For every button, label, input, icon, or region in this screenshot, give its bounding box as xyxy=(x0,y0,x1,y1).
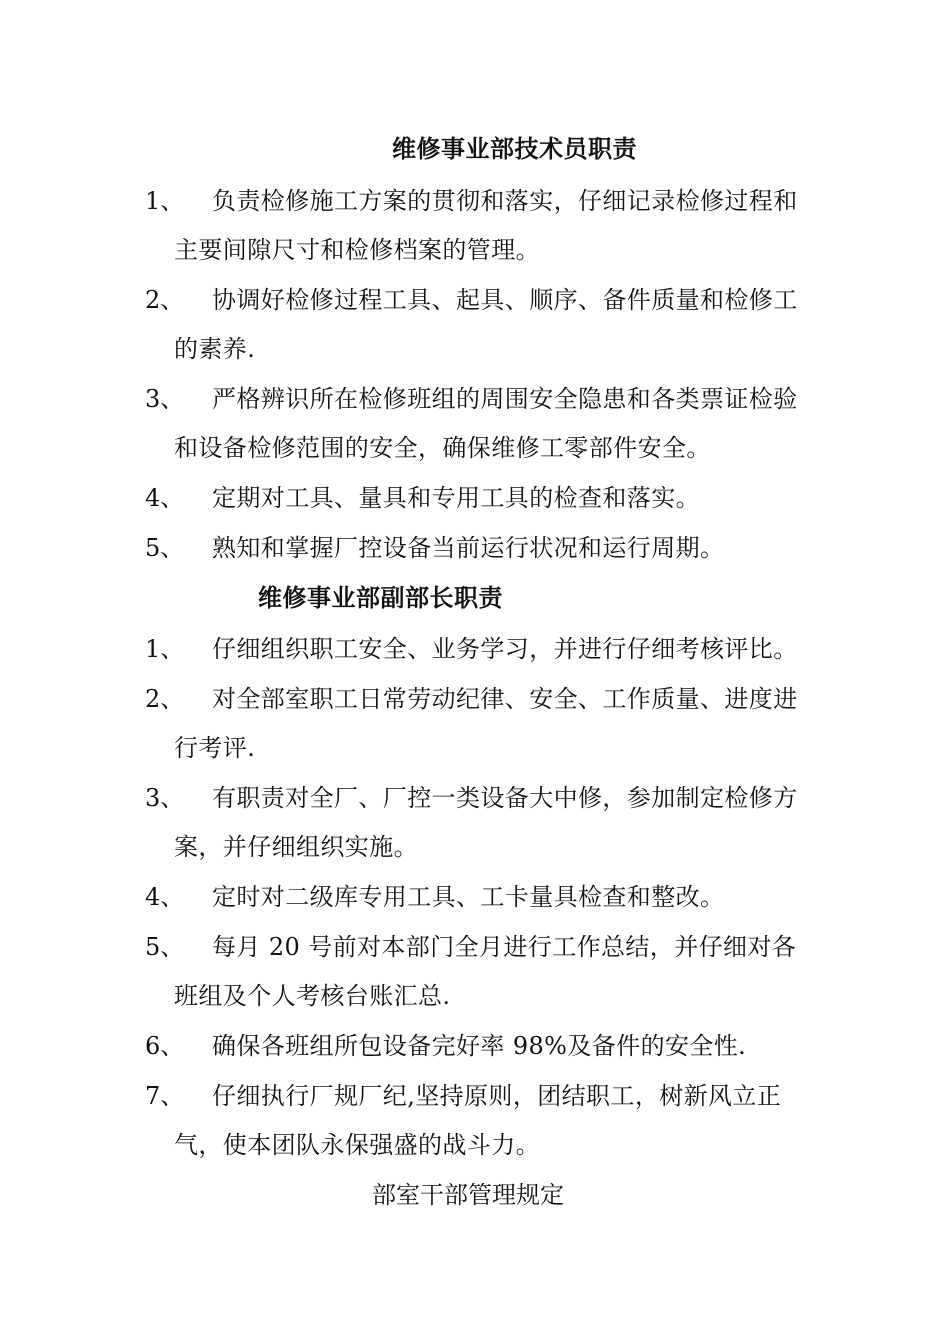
item-text: 仔细执行厂规厂纪,坚持原则，团结职工，树新风立正气，使本团队永保强盛的战斗力。 xyxy=(174,1082,782,1159)
item-text: 负责检修施工方案的贯彻和落实，仔细记录检修过程和主要间隙尺寸和检修档案的管理。 xyxy=(174,187,798,264)
item-number: 3、 xyxy=(145,385,185,413)
item-text: 严格辨识所在检修班组的周围安全隐患和各类票证检验和设备检修范围的安全，确保维修工零部件安全。 xyxy=(174,385,798,462)
item-number: 5、 xyxy=(145,534,185,562)
item-text: 每月 20 号前对本部门全月进行工作总结，并仔细对各班组及个人考核台账汇总. xyxy=(174,933,797,1010)
item-text: 对全部室职工日常劳动纪律、安全、工作质量、进度进行考评. xyxy=(174,685,798,762)
item-number: 3、 xyxy=(145,784,185,812)
item-text: 确保各班组所包设备完好率 98%及备件的安全性. xyxy=(212,1032,747,1060)
item-number: 1、 xyxy=(145,187,185,215)
item-number: 2、 xyxy=(145,685,185,713)
item-text: 协调好检修过程工具、起具、顺序、备件质量和检修工的素养. xyxy=(174,286,798,363)
item-text: 熟知和掌握厂控设备当前运行状况和运行周期。 xyxy=(212,534,725,562)
item-text: 有职责对全厂、厂控一类设备大中修，参加制定检修方案，并仔细组织实施。 xyxy=(174,784,798,861)
item-number: 7、 xyxy=(145,1082,185,1110)
item-number: 4、 xyxy=(145,484,185,512)
section-title-technician: 维修事业部技术员职责 xyxy=(392,134,637,163)
item-text: 定期对工具、量具和专用工具的检查和落实。 xyxy=(212,484,700,512)
footer-title: 部室干部管理规定 xyxy=(372,1181,564,1209)
item-text: 定时对二级库专用工具、工卡量具检查和整改。 xyxy=(212,883,725,911)
item-text: 仔细组织职工安全、业务学习，并进行仔细考核评比。 xyxy=(212,635,798,663)
item-number: 4、 xyxy=(145,883,185,911)
section-title-deputy-director: 维修事业部副部长职责 xyxy=(258,583,503,612)
item-number: 6、 xyxy=(145,1032,185,1060)
item-number: 5、 xyxy=(145,933,185,961)
item-number: 2、 xyxy=(145,286,185,314)
item-number: 1、 xyxy=(145,635,185,663)
